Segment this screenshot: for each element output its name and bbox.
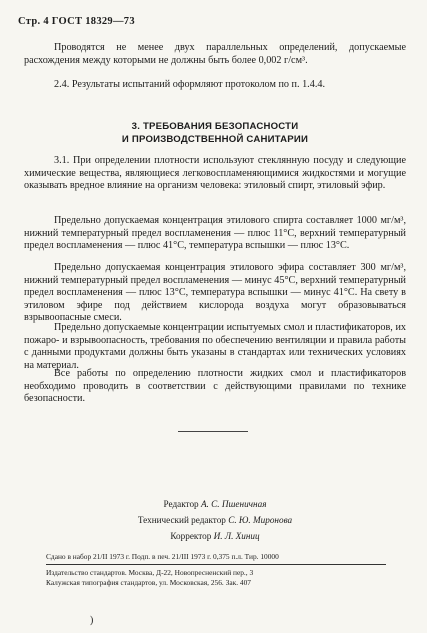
paragraph-ethyl-alcohol: Предельно допускаемая концентрация этилового спирта составляет 1000 мг/м³, нижний температурный предел воспламенения — плюс 11°С, верхний температурный предел воспламенения — плюс 41°С, температура вспышки — плюс 13°С. xyxy=(24,215,406,251)
paragraph-safety-rules: Все работы по определению плотности жидких смол и пластификаторов необходимо проводить в соответствии с действующими правилами по технике безопасности. xyxy=(24,368,406,404)
credit-tech-editor-label: Технический редактор xyxy=(137,515,226,525)
section-divider xyxy=(178,431,248,432)
credit-tech-editor xyxy=(24,514,406,527)
credit-editor-name: А. С. Пшеничная xyxy=(200,499,267,509)
credit-proofreader xyxy=(24,530,406,543)
paragraph-results: 2.4. Результаты испытаний оформляют протоколом по п. 1.4.4. xyxy=(54,79,326,90)
credit-editor-label: Редактор xyxy=(163,499,199,509)
imprint-print-data: Сдано в набор 21/II 1973 г. Подп. в печ. 21/III 1973 г. 0,375 п.л. Тир. 10000 xyxy=(46,552,279,561)
credit-tech-editor-name: С. Ю. Миронова xyxy=(228,515,293,525)
page-header: Стр. 4 ГОСТ 18329—73 xyxy=(18,16,135,27)
paragraph-resins: Предельно допускаемые концентрации испытуемых смол и пластификаторов, их пожаро- и взрывоопасность, требования по обеспечению вентиляции и правила работы с данными продуктами должны быть указаны в стандартах или технических условиях на материал. xyxy=(24,322,406,371)
footer-mark: ) xyxy=(90,615,94,626)
section-title-line-1: 3. ТРЕБОВАНИЯ БЕЗОПАСНОСТИ xyxy=(131,121,299,132)
imprint-printer: Калужская типография стандартов, ул. Московская, 256. Зак. 407 xyxy=(46,578,251,587)
imprint-rule xyxy=(46,564,386,565)
paragraph-ethyl-ether: Предельно допускаемая концентрация этилового эфира составляет 300 мг/м³, нижний температурный предел воспламенения — минус 45°С, верхний температурный предел воспламенения — плюс 13°С, температура вспышки — минус 41°С. На свету в этиловом эфире под действием кислорода воздуха могут образовываться взрывоопасные смеси. xyxy=(24,262,406,323)
section-title-line-2: И ПРОИЗВОДСТВЕННОЙ САНИТАРИИ xyxy=(121,134,309,145)
credit-proofreader-name: И. Л. Хиниц xyxy=(213,531,260,541)
imprint-publisher: Издательство стандартов. Москва, Д-22, Новопресненский пер., 3 xyxy=(46,568,254,577)
paragraph-3-1: 3.1. При определении плотности используют стеклянную посуду и следующие химические вещества, являющиеся легковоспламеняющимися жидкостями и могущие оказывать вредное влияние на организм человека: этиловый спирт, этиловый эфир. xyxy=(24,155,406,191)
credit-editor xyxy=(24,498,406,511)
paragraph-parallel-determinations: Проводятся не менее двух параллельных определений, допускаемые расхождения между которыми не должны быть более 0,002 г/см³. xyxy=(24,42,406,66)
credit-proofreader-label: Корректор xyxy=(170,531,212,541)
